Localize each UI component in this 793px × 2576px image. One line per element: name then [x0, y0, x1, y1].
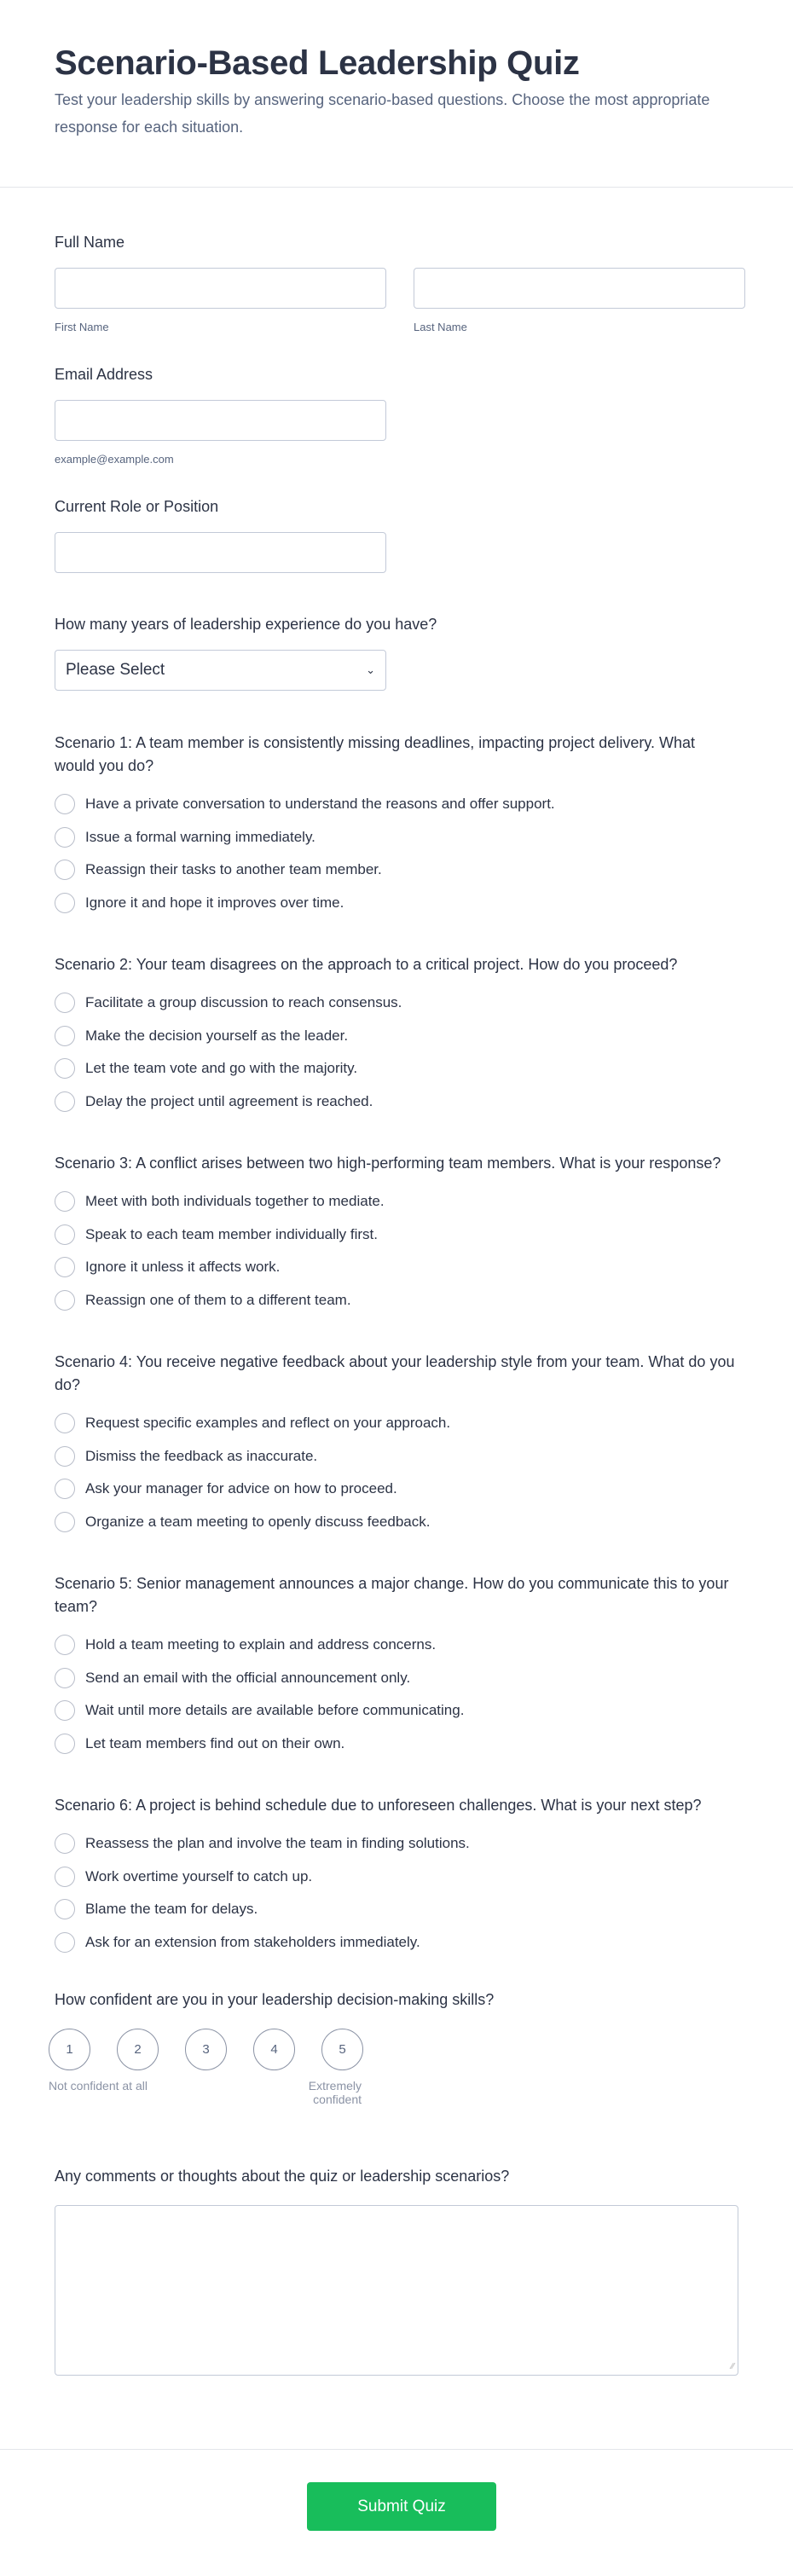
quiz-form [0, 188, 793, 2376]
radio-option[interactable] [55, 887, 738, 920]
scenario-2 [55, 953, 738, 1118]
radio-button[interactable] [55, 1700, 75, 1721]
radio-button[interactable] [55, 1446, 75, 1467]
radio-option-label: Delay the project until agreement is reached. [85, 1092, 373, 1109]
full-name-label: Full Name [55, 234, 125, 251]
radio-option[interactable] [55, 1407, 738, 1440]
scenario-4 [55, 1351, 738, 1538]
rating-option-3[interactable]: 3 [185, 2029, 227, 2070]
rating-option-4[interactable]: 4 [253, 2029, 295, 2070]
form-header [0, 0, 793, 188]
scenario-question: Scenario 3: A conflict arises between two high-performing team members. What is your response? [55, 1155, 721, 1172]
rating-option-1[interactable]: 1 [49, 2029, 90, 2070]
radio-option[interactable] [55, 987, 738, 1020]
radio-option-label: Ask your manager for advice on how to proceed. [85, 1480, 397, 1497]
radio-option[interactable] [55, 1926, 738, 1959]
scenario-list [55, 732, 738, 1959]
radio-option[interactable] [55, 1893, 738, 1926]
radio-button[interactable] [55, 893, 75, 913]
radio-option-label: Make the decision yourself as the leader. [85, 1027, 349, 1044]
scenario-question: Scenario 5: Senior management announces a major change. How do you communicate this to your team? [55, 1575, 729, 1615]
radio-button[interactable] [55, 1026, 75, 1046]
radio-group [55, 1629, 738, 1760]
rating-option-5[interactable]: 5 [321, 2029, 363, 2070]
radio-button[interactable] [55, 827, 75, 848]
email-field [55, 364, 738, 466]
radio-option-label: Meet with both individuals together to mediate. [85, 1193, 385, 1210]
radio-group [55, 788, 738, 919]
radio-group [55, 1827, 738, 1959]
radio-group [55, 987, 738, 1118]
radio-option-label: Blame the team for delays. [85, 1901, 258, 1918]
radio-button[interactable] [55, 993, 75, 1013]
comments-textarea[interactable] [55, 2205, 738, 2376]
radio-option-label: Organize a team meeting to openly discuss feedback. [85, 1513, 431, 1530]
radio-option-label: Facilitate a group discussion to reach consensus. [85, 994, 402, 1011]
radio-option[interactable] [55, 1219, 738, 1252]
first-name-input[interactable] [55, 268, 386, 309]
radio-button[interactable] [55, 1899, 75, 1919]
radio-option[interactable] [55, 788, 738, 821]
radio-option-label: Let the team vote and go with the majority. [85, 1060, 358, 1077]
radio-button[interactable] [55, 1668, 75, 1688]
radio-option-label: Reassess the plan and involve the team in finding solutions. [85, 1835, 470, 1852]
radio-option[interactable] [55, 1251, 738, 1284]
submit-button[interactable]: Submit Quiz [307, 2482, 496, 2531]
radio-option[interactable] [55, 1662, 738, 1695]
radio-group [55, 1185, 738, 1317]
confidence-rating [49, 2029, 738, 2070]
resize-handle-icon[interactable]: ∕∕ [731, 2362, 734, 2371]
radio-button[interactable] [55, 1290, 75, 1311]
chevron-down-icon: ⌄ [366, 663, 375, 676]
radio-option-label: Request specific examples and reflect on your approach. [85, 1415, 451, 1432]
radio-button[interactable] [55, 1867, 75, 1887]
radio-button[interactable] [55, 1413, 75, 1433]
radio-button[interactable] [55, 1734, 75, 1754]
radio-button[interactable] [55, 1091, 75, 1112]
role-label: Current Role or Position [55, 498, 219, 515]
radio-option[interactable] [55, 1694, 738, 1728]
radio-option[interactable] [55, 1185, 738, 1219]
radio-option-label: Let team members find out on their own. [85, 1734, 345, 1751]
radio-option[interactable] [55, 1827, 738, 1861]
email-help: example@example.com [55, 453, 174, 466]
radio-option-label: Work overtime yourself to catch up. [85, 1867, 313, 1884]
role-input[interactable] [55, 532, 386, 573]
radio-option[interactable] [55, 1284, 738, 1317]
radio-option[interactable] [55, 1728, 738, 1761]
experience-select[interactable] [55, 650, 386, 691]
full-name-field [55, 232, 738, 333]
radio-option-label: Ignore it and hope it improves over time. [85, 894, 344, 911]
email-label: Email Address [55, 366, 153, 383]
radio-option-label: Issue a formal warning immediately. [85, 828, 315, 845]
radio-option[interactable] [55, 1440, 738, 1473]
first-name-sublabel: First Name [55, 321, 109, 333]
radio-option[interactable] [55, 1629, 738, 1662]
radio-button[interactable] [55, 1512, 75, 1532]
scenario-question: Scenario 6: A project is behind schedule due to unforeseen challenges. What is your next step? [55, 1797, 702, 1814]
radio-option-label: Ask for an extension from stakeholders immediately. [85, 1933, 420, 1950]
radio-option[interactable] [55, 1085, 738, 1119]
radio-option-label: Speak to each team member individually first. [85, 1225, 378, 1242]
scenario-question: Scenario 1: A team member is consistently missing deadlines, impacting project delivery. What would you do? [55, 734, 695, 774]
last-name-input[interactable] [414, 268, 745, 309]
scenario-1 [55, 732, 738, 919]
radio-button[interactable] [55, 860, 75, 880]
scenario-3 [55, 1152, 738, 1317]
radio-option-label: Wait until more details are available before communicating. [85, 1702, 465, 1719]
radio-option-label: Reassign their tasks to another team member. [85, 861, 382, 878]
comments-label: Any comments or thoughts about the quiz or leadership scenarios? [55, 2168, 510, 2185]
radio-option[interactable] [55, 854, 738, 887]
radio-option[interactable] [55, 821, 738, 854]
scenario-question: Scenario 4: You receive negative feedback about your leadership style from your team. What do you do? [55, 1353, 735, 1393]
rating-high-label: Extremely confident [308, 2079, 362, 2106]
radio-option-label: Send an email with the official announcement only. [85, 1669, 411, 1686]
page-title: Scenario-Based Leadership Quiz [55, 44, 580, 82]
radio-option-label: Dismiss the feedback as inaccurate. [85, 1447, 318, 1464]
experience-selected: Please Select [66, 661, 165, 679]
radio-option-label: Hold a team meeting to explain and address concerns. [85, 1636, 437, 1653]
radio-option[interactable] [55, 1052, 738, 1085]
form-footer [0, 2449, 793, 2576]
experience-field [55, 614, 738, 691]
radio-button[interactable] [55, 1058, 75, 1079]
radio-option-label: Have a private conversation to understand the reasons and offer support. [85, 796, 555, 813]
last-name-sublabel: Last Name [414, 321, 467, 333]
radio-button[interactable] [55, 1224, 75, 1245]
radio-option-label: Ignore it unless it affects work. [85, 1259, 281, 1276]
role-field [55, 496, 738, 573]
comments-field [55, 2166, 738, 2376]
rating-option-2[interactable]: 2 [117, 2029, 159, 2070]
radio-button[interactable] [55, 1479, 75, 1499]
experience-label: How many years of leadership experience do you have? [55, 616, 437, 633]
radio-option-label: Reassign one of them to a different team. [85, 1291, 351, 1308]
confidence-label: How confident are you in your leadership decision-making skills? [55, 1991, 495, 2008]
email-input[interactable] [55, 400, 386, 441]
radio-button[interactable] [55, 1635, 75, 1655]
page-subtitle: Test your leadership skills by answering scenario-based questions. Choose the most appropriate response for each situation. [55, 91, 710, 136]
scenario-5 [55, 1572, 738, 1760]
radio-option[interactable] [55, 1506, 738, 1539]
radio-button[interactable] [55, 1833, 75, 1854]
radio-button[interactable] [55, 1932, 75, 1953]
radio-button[interactable] [55, 794, 75, 814]
scenario-question: Scenario 2: Your team disagrees on the approach to a critical project. How do you proceed? [55, 956, 678, 973]
radio-group [55, 1407, 738, 1538]
confidence-field [49, 1989, 738, 2122]
radio-button[interactable] [55, 1257, 75, 1277]
radio-button[interactable] [55, 1191, 75, 1212]
radio-option[interactable] [55, 1020, 738, 1053]
radio-option[interactable] [55, 1473, 738, 1506]
radio-option[interactable] [55, 1861, 738, 1894]
rating-low-label: Not confident at all [49, 2079, 148, 2093]
scenario-6 [55, 1794, 738, 1959]
